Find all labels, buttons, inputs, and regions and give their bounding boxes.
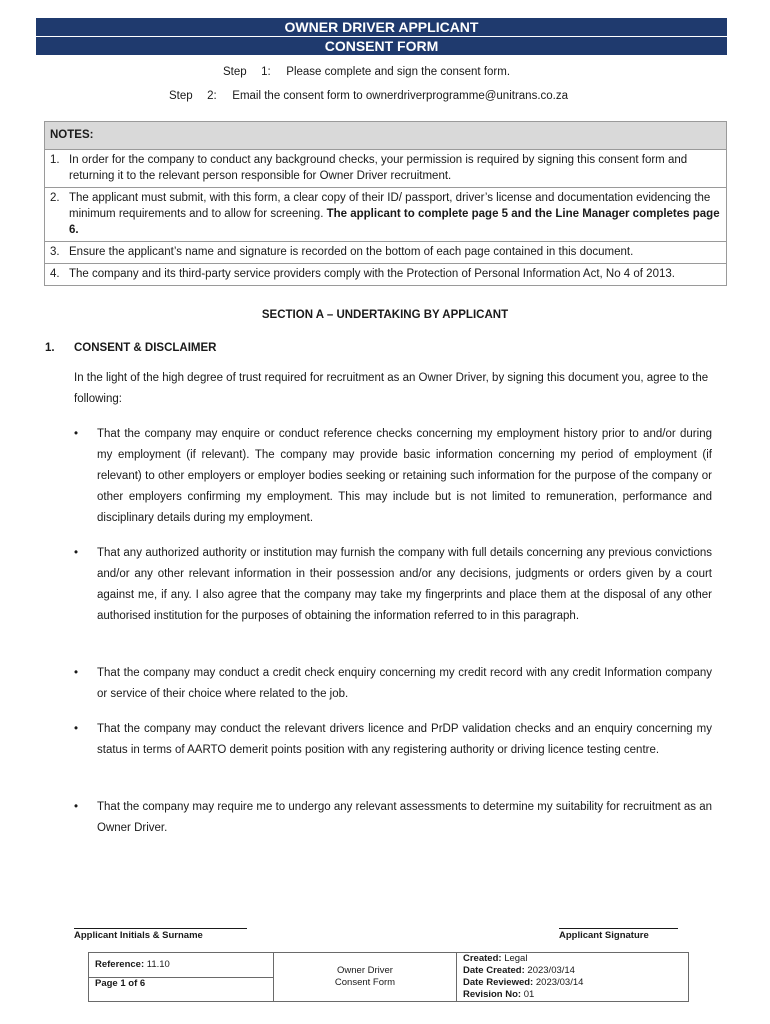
form-title-line-2: CONSENT FORM <box>36 37 727 55</box>
bullet-dot: • <box>74 801 79 813</box>
footer-document-info <box>457 953 689 1002</box>
reference-value: 11.10 <box>146 959 170 971</box>
bullet-text: That the company may enquire or conduct reference checks concerning my employment history prior to and/or during my employment (if relevant). The company may provide basic information concerning my period of employment (if relevant) to other employers or employer bodies seeking or retaining such information for the purpose of the company or other employers confirming my employment. This may include but is not limited to remuneration, performance and disciplinary details during my employment. <box>97 428 712 524</box>
note-number: 3. <box>50 246 60 258</box>
form-title-line-1: OWNER DRIVER APPLICANT <box>36 18 727 36</box>
bullet-text: That any authorized authority or institution may furnish the company with full details concerning any previous convictions and/or any other relevant information in their possession and/or any decisions, judgments or orders given by a court against me, if any. I also agree that the company may take my fingerprints and place them at the disposal of any other authorised institution for the purposes of obtaining the information referred to in this paragraph. <box>97 547 712 622</box>
bullet-text: That the company may conduct a credit check enquiry concerning my credit record with any credit Information company or service of their choice where related to the job. <box>97 667 712 700</box>
footer-page-number: Page 1 of 6 <box>89 977 274 1002</box>
step-text: Email the consent form to ownerdriverprogramme@unitrans.co.za <box>232 90 569 102</box>
applicant-initials-label: Applicant Initials & Surname <box>74 930 203 941</box>
footer-reference <box>89 953 274 978</box>
note-number: 4. <box>50 268 60 280</box>
footer-document-name <box>274 953 457 1002</box>
bullet-item <box>74 543 712 627</box>
intro-paragraph: In the light of the high degree of trust required for recruitment as an Owner Driver, by signing this document you, agree to the following: <box>74 372 709 405</box>
date-reviewed-value: 2023/03/14 <box>535 977 584 988</box>
created-label: Created: <box>463 953 502 964</box>
date-created-value: 2023/03/14 <box>527 965 575 976</box>
bullet-dot: • <box>74 667 79 679</box>
date-created-label: Date Created: <box>463 965 525 976</box>
revision-value: 01 <box>523 989 535 1000</box>
note-text: The company and its third-party service providers comply with the Protection of Personal Information Act, No 4 of 2013. <box>69 268 675 280</box>
bullet-text: That the company may conduct the relevant drivers licence and PrDP validation checks and an enquiry concerning my status in terms of AARTO demerit points position with any registering authority or driving licence testing centre. <box>97 723 712 756</box>
note-number: 2. <box>50 192 60 204</box>
bullet-item <box>74 424 712 529</box>
initials-signature-line <box>74 928 247 929</box>
bullet-item <box>74 663 712 705</box>
notes-heading: NOTES: <box>45 122 727 150</box>
note-bold-text: The applicant to complete page 5 and the Line Manager completes page 6. <box>69 208 720 236</box>
note-text: In order for the company to conduct any background checks, your permission is required by signing this consent form and returning it to the relevant person responsible for Owner Driver recruitment. <box>69 154 688 182</box>
document-name-line-1: Owner Driver <box>337 965 393 976</box>
heading-number: 1. <box>45 342 55 354</box>
note-number: 1. <box>50 154 60 166</box>
bullet-dot: • <box>74 428 79 440</box>
bullet-dot: • <box>74 723 79 735</box>
step-label: Step <box>223 66 247 78</box>
heading-consent-disclaimer: CONSENT & DISCLAIMER <box>74 342 217 354</box>
note-text: Ensure the applicant’s name and signature is recorded on the bottom of each page contained in this document. <box>69 246 634 258</box>
step-label: Step <box>169 90 193 102</box>
note-text: The applicant must submit, with this form, a clear copy of their ID/ passport, driver’s license and documentation evidencing the minimum requirements and to allow for screening. <box>69 192 711 220</box>
revision-label: Revision No: <box>463 989 522 1000</box>
step-number: 1: <box>261 66 271 78</box>
bullet-text: That the company may require me to undergo any relevant assessments to determine my suitability for recruitment as an Owner Driver. <box>97 801 712 834</box>
bullet-item <box>74 719 712 761</box>
applicant-signature-label: Applicant Signature <box>559 930 649 941</box>
step-text: Please complete and sign the consent form. <box>286 66 511 78</box>
section-title: SECTION A – UNDERTAKING BY APPLICANT <box>261 309 509 321</box>
reference-label: Reference: <box>95 959 145 971</box>
document-name-line-2: Consent Form <box>334 977 396 988</box>
created-value: Legal <box>504 953 528 964</box>
date-reviewed-label: Date Reviewed: <box>463 977 534 988</box>
bullet-item <box>74 797 712 839</box>
document-footer <box>88 952 689 1002</box>
step-number: 2: <box>207 90 217 102</box>
bullet-dot: • <box>74 547 79 559</box>
applicant-signature-line <box>559 928 678 929</box>
undertaking-bullets <box>74 0 712 1024</box>
